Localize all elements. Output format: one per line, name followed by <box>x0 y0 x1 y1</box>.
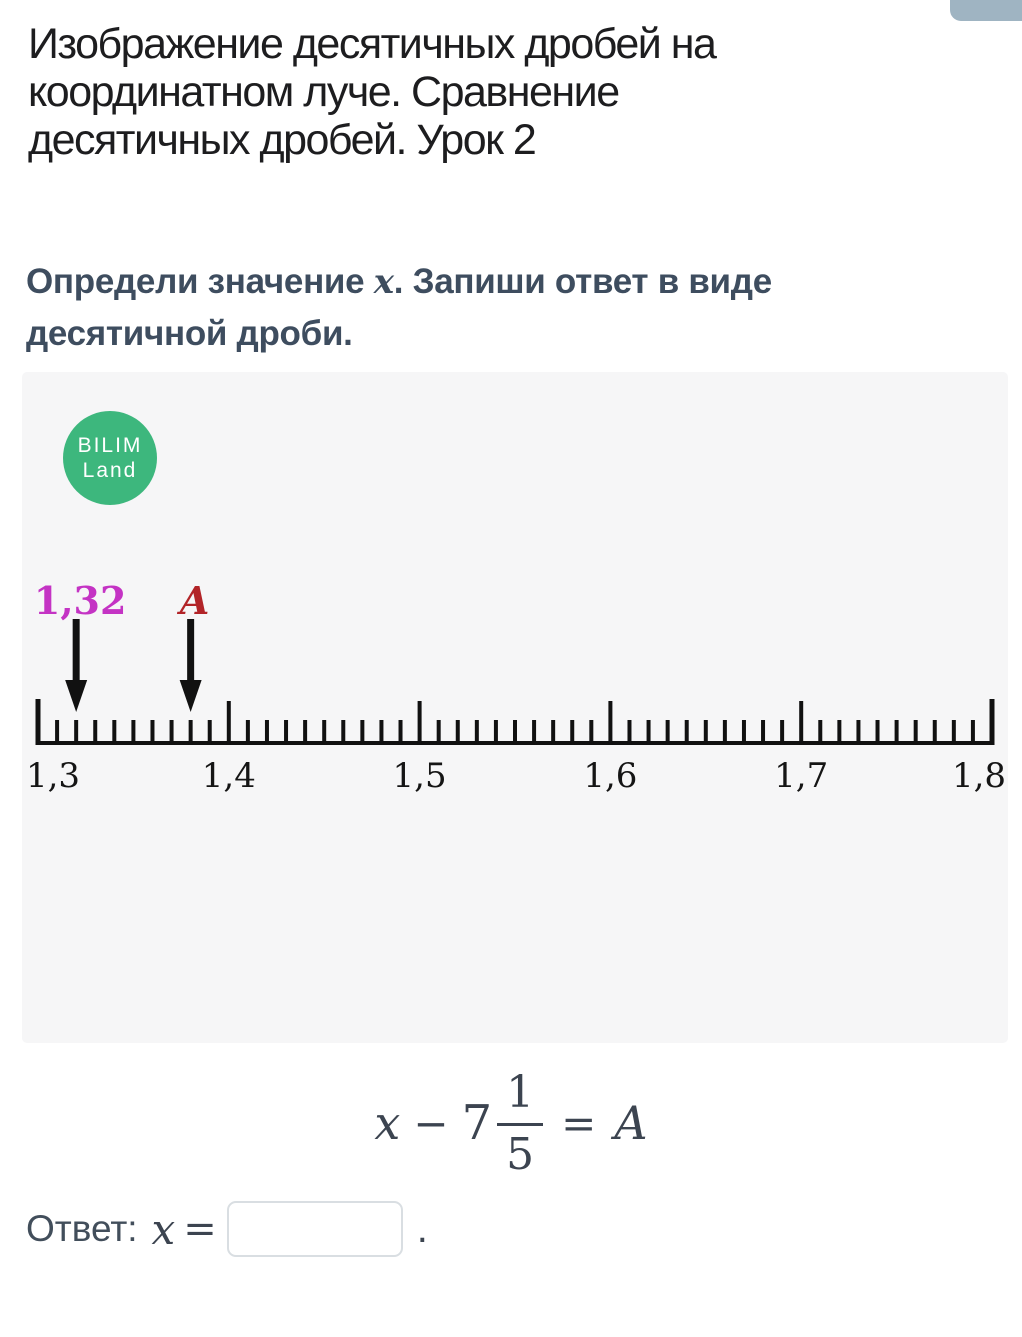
svg-text:1,7: 1,7 <box>774 756 829 796</box>
equation-integer: 7 <box>461 1095 493 1151</box>
equation-variable-x: x <box>374 1096 401 1150</box>
title-line-1: Изображение десятичных дробей на <box>28 20 716 68</box>
equation-fraction <box>497 1067 543 1180</box>
answer-period: . <box>416 1206 428 1251</box>
fraction-numerator: 1 <box>497 1067 543 1126</box>
answer-equals-sign: = <box>183 1206 217 1252</box>
svg-text:1,4: 1,4 <box>201 756 256 796</box>
fraction-denominator: 5 <box>506 1128 535 1180</box>
collapsed-panel-tab[interactable] <box>950 0 1022 21</box>
equation-result-A: A <box>614 1096 648 1150</box>
exercise-panel <box>22 372 1008 1043</box>
task-prompt <box>26 256 956 360</box>
svg-text:A: A <box>179 578 210 623</box>
svg-text:1,3: 1,3 <box>25 756 81 796</box>
logo-text-bilim: BILIM <box>77 433 143 457</box>
number-line-svg <box>22 372 1008 1043</box>
svg-text:1,6: 1,6 <box>583 756 638 796</box>
answer-variable-x: x <box>151 1204 176 1254</box>
svg-text:1,8: 1,8 <box>951 756 1007 796</box>
logo-text-land: Land <box>82 459 138 482</box>
svg-text:1,5: 1,5 <box>392 756 447 796</box>
answer-input[interactable] <box>227 1201 403 1257</box>
prompt-text-line2: десятичной дроби. <box>26 314 353 353</box>
title-line-2: координатном луче. Сравнение <box>28 68 619 116</box>
prompt-text-after: . Запиши ответ в виде <box>393 262 772 301</box>
equation <box>0 1058 1022 1188</box>
svg-text:1,32: 1,32 <box>33 578 127 623</box>
prompt-variable-x: x <box>373 262 394 302</box>
equals-sign: = <box>561 1098 597 1148</box>
minus-sign: − <box>413 1098 449 1148</box>
lesson-title <box>28 20 958 164</box>
answer-label: Ответ: <box>26 1208 138 1249</box>
title-line-3: десятичных дробей. Урок 2 <box>28 116 536 164</box>
answer-row <box>26 1192 428 1266</box>
prompt-text-before: Определи значение <box>26 262 374 301</box>
